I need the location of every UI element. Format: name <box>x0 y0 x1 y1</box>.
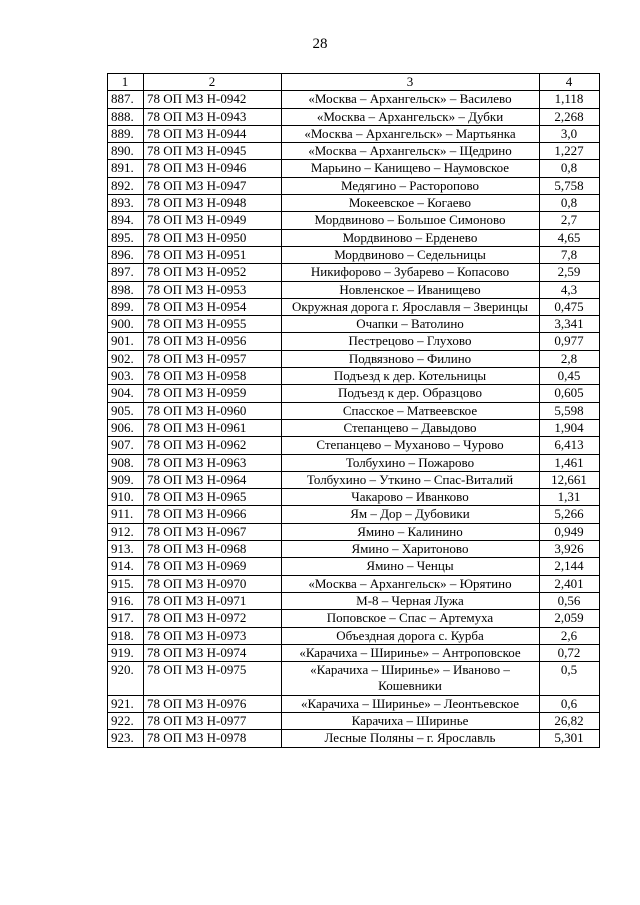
table-row <box>108 558 600 575</box>
row-number-cell: 911. <box>108 506 144 523</box>
row-number-cell: 918. <box>108 627 144 644</box>
length-cell: 0,56 <box>540 592 600 609</box>
table-row <box>108 730 600 747</box>
length-cell: 3,0 <box>540 125 600 142</box>
table-row <box>108 712 600 729</box>
table-row <box>108 662 600 696</box>
row-number-cell: 916. <box>108 592 144 609</box>
road-name-cell: Степанцево – Муханово – Чурово <box>282 437 540 454</box>
row-number-cell: 895. <box>108 229 144 246</box>
road-id-cell: 78 ОП МЗ Н-0951 <box>144 246 282 263</box>
row-number-cell: 922. <box>108 712 144 729</box>
row-number-cell: 904. <box>108 385 144 402</box>
road-id-cell: 78 ОП МЗ Н-0978 <box>144 730 282 747</box>
road-id-cell: 78 ОП МЗ Н-0975 <box>144 662 282 696</box>
row-number-cell: 897. <box>108 264 144 281</box>
column-header: 4 <box>540 74 600 91</box>
table-row <box>108 695 600 712</box>
road-name-cell: «Карачиха – Ширинье» – Иваново – Кошевники <box>282 662 540 696</box>
table-row <box>108 419 600 436</box>
table-row <box>108 246 600 263</box>
row-number-cell: 915. <box>108 575 144 592</box>
row-number-cell: 887. <box>108 91 144 108</box>
road-name-cell: Ямино – Калинино <box>282 523 540 540</box>
road-name-cell: «Карачиха – Ширинье» – Антроповское <box>282 644 540 661</box>
road-id-cell: 78 ОП МЗ Н-0971 <box>144 592 282 609</box>
length-cell: 3,926 <box>540 541 600 558</box>
length-cell: 0,45 <box>540 368 600 385</box>
road-name-cell: «Москва – Архангельск» – Юрятино <box>282 575 540 592</box>
row-number-cell: 890. <box>108 143 144 160</box>
road-id-cell: 78 ОП МЗ Н-0972 <box>144 610 282 627</box>
row-number-cell: 913. <box>108 541 144 558</box>
table-row <box>108 575 600 592</box>
table-row <box>108 350 600 367</box>
road-name-cell: Подвязново – Филино <box>282 350 540 367</box>
length-cell: 0,72 <box>540 644 600 661</box>
table-row <box>108 385 600 402</box>
length-cell: 1,461 <box>540 454 600 471</box>
road-id-cell: 78 ОП МЗ Н-0949 <box>144 212 282 229</box>
road-name-cell: «Москва – Архангельск» – Дубки <box>282 108 540 125</box>
row-number-cell: 917. <box>108 610 144 627</box>
table-row <box>108 143 600 160</box>
length-cell: 12,661 <box>540 471 600 488</box>
road-id-cell: 78 ОП МЗ Н-0976 <box>144 695 282 712</box>
road-id-cell: 78 ОП МЗ Н-0952 <box>144 264 282 281</box>
road-name-cell: М-8 – Черная Лужа <box>282 592 540 609</box>
road-id-cell: 78 ОП МЗ Н-0957 <box>144 350 282 367</box>
length-cell: 0,8 <box>540 195 600 212</box>
road-name-cell: Толбухино – Уткино – Спас-Виталий <box>282 471 540 488</box>
road-name-cell: Чакарово – Иванково <box>282 489 540 506</box>
row-number-cell: 893. <box>108 195 144 212</box>
road-name-cell: Мордвиново – Ерденево <box>282 229 540 246</box>
row-number-cell: 908. <box>108 454 144 471</box>
row-number-cell: 891. <box>108 160 144 177</box>
length-cell: 2,059 <box>540 610 600 627</box>
column-header: 3 <box>282 74 540 91</box>
road-name-cell: Никифорово – Зубарево – Копасово <box>282 264 540 281</box>
road-id-cell: 78 ОП МЗ Н-0960 <box>144 402 282 419</box>
length-cell: 1,118 <box>540 91 600 108</box>
length-cell: 5,598 <box>540 402 600 419</box>
road-name-cell: «Москва – Архангельск» – Василево <box>282 91 540 108</box>
table-row <box>108 316 600 333</box>
roads-table <box>107 73 600 748</box>
road-id-cell: 78 ОП МЗ Н-0955 <box>144 316 282 333</box>
length-cell: 0,977 <box>540 333 600 350</box>
table-row <box>108 506 600 523</box>
road-id-cell: 78 ОП МЗ Н-0967 <box>144 523 282 540</box>
road-id-cell: 78 ОП МЗ Н-0970 <box>144 575 282 592</box>
table-row <box>108 592 600 609</box>
column-header: 2 <box>144 74 282 91</box>
road-name-cell: Окружная дорога г. Ярославля – Зверинцы <box>282 298 540 315</box>
road-id-cell: 78 ОП МЗ Н-0968 <box>144 541 282 558</box>
length-cell: 0,605 <box>540 385 600 402</box>
road-name-cell: Очапки – Ватолино <box>282 316 540 333</box>
length-cell: 5,758 <box>540 177 600 194</box>
road-name-cell: «Москва – Архангельск» – Щедрино <box>282 143 540 160</box>
road-name-cell: Объездная дорога с. Курба <box>282 627 540 644</box>
row-number-cell: 898. <box>108 281 144 298</box>
table-row <box>108 333 600 350</box>
row-number-cell: 892. <box>108 177 144 194</box>
length-cell: 2,8 <box>540 350 600 367</box>
road-id-cell: 78 ОП МЗ Н-0963 <box>144 454 282 471</box>
length-cell: 5,301 <box>540 730 600 747</box>
row-number-cell: 906. <box>108 419 144 436</box>
row-number-cell: 919. <box>108 644 144 661</box>
road-name-cell: Марьино – Канищево – Наумовское <box>282 160 540 177</box>
length-cell: 4,3 <box>540 281 600 298</box>
table-row <box>108 454 600 471</box>
length-cell: 0,949 <box>540 523 600 540</box>
road-id-cell: 78 ОП МЗ Н-0946 <box>144 160 282 177</box>
table-row <box>108 644 600 661</box>
road-id-cell: 78 ОП МЗ Н-0974 <box>144 644 282 661</box>
column-header: 1 <box>108 74 144 91</box>
road-id-cell: 78 ОП МЗ Н-0961 <box>144 419 282 436</box>
table-row <box>108 125 600 142</box>
row-number-cell: 888. <box>108 108 144 125</box>
road-name-cell: «Москва – Архангельск» – Мартьянка <box>282 125 540 142</box>
table-row <box>108 264 600 281</box>
row-number-cell: 905. <box>108 402 144 419</box>
road-name-cell: Подъезд к дер. Котельницы <box>282 368 540 385</box>
length-cell: 6,413 <box>540 437 600 454</box>
table-row <box>108 177 600 194</box>
length-cell: 1,227 <box>540 143 600 160</box>
table-row <box>108 195 600 212</box>
road-id-cell: 78 ОП МЗ Н-0962 <box>144 437 282 454</box>
row-number-cell: 909. <box>108 471 144 488</box>
length-cell: 0,8 <box>540 160 600 177</box>
table-row <box>108 610 600 627</box>
table-row <box>108 229 600 246</box>
road-name-cell: Мордвиново – Седельницы <box>282 246 540 263</box>
row-number-cell: 901. <box>108 333 144 350</box>
length-cell: 3,341 <box>540 316 600 333</box>
road-name-cell: Мокеевское – Когаево <box>282 195 540 212</box>
road-id-cell: 78 ОП МЗ Н-0954 <box>144 298 282 315</box>
road-name-cell: «Карачиха – Ширинье» – Леонтьевское <box>282 695 540 712</box>
table-row <box>108 437 600 454</box>
length-cell: 1,904 <box>540 419 600 436</box>
table-row <box>108 298 600 315</box>
road-id-cell: 78 ОП МЗ Н-0942 <box>144 91 282 108</box>
length-cell: 4,65 <box>540 229 600 246</box>
table-row <box>108 368 600 385</box>
length-cell: 2,6 <box>540 627 600 644</box>
length-cell: 0,5 <box>540 662 600 696</box>
table-row <box>108 402 600 419</box>
length-cell: 1,31 <box>540 489 600 506</box>
length-cell: 2,7 <box>540 212 600 229</box>
table-row <box>108 627 600 644</box>
page-number: 28 <box>312 36 328 52</box>
road-name-cell: Толбухино – Пожарово <box>282 454 540 471</box>
road-id-cell: 78 ОП МЗ Н-0969 <box>144 558 282 575</box>
row-number-cell: 903. <box>108 368 144 385</box>
road-id-cell: 78 ОП МЗ Н-0956 <box>144 333 282 350</box>
length-cell: 2,59 <box>540 264 600 281</box>
table-header-row <box>108 74 600 91</box>
road-id-cell: 78 ОП МЗ Н-0964 <box>144 471 282 488</box>
row-number-cell: 900. <box>108 316 144 333</box>
road-name-cell: Новленское – Иванищево <box>282 281 540 298</box>
row-number-cell: 907. <box>108 437 144 454</box>
road-name-cell: Степанцево – Давыдово <box>282 419 540 436</box>
table-row <box>108 489 600 506</box>
road-name-cell: Медягино – Расторопово <box>282 177 540 194</box>
road-id-cell: 78 ОП МЗ Н-0958 <box>144 368 282 385</box>
row-number-cell: 923. <box>108 730 144 747</box>
table-row <box>108 523 600 540</box>
road-id-cell: 78 ОП МЗ Н-0950 <box>144 229 282 246</box>
road-id-cell: 78 ОП МЗ Н-0966 <box>144 506 282 523</box>
road-name-cell: Ямино – Харитоново <box>282 541 540 558</box>
length-cell: 5,266 <box>540 506 600 523</box>
road-id-cell: 78 ОП МЗ Н-0953 <box>144 281 282 298</box>
road-name-cell: Спасское – Матвеевское <box>282 402 540 419</box>
row-number-cell: 921. <box>108 695 144 712</box>
table-row <box>108 471 600 488</box>
road-id-cell: 78 ОП МЗ Н-0973 <box>144 627 282 644</box>
length-cell: 2,401 <box>540 575 600 592</box>
table-row <box>108 541 600 558</box>
row-number-cell: 910. <box>108 489 144 506</box>
length-cell: 7,8 <box>540 246 600 263</box>
table-row <box>108 281 600 298</box>
road-id-cell: 78 ОП МЗ Н-0965 <box>144 489 282 506</box>
road-id-cell: 78 ОП МЗ Н-0977 <box>144 712 282 729</box>
row-number-cell: 914. <box>108 558 144 575</box>
road-name-cell: Поповское – Спас – Артемуха <box>282 610 540 627</box>
length-cell: 2,144 <box>540 558 600 575</box>
row-number-cell: 902. <box>108 350 144 367</box>
road-name-cell: Пестрецово – Глухово <box>282 333 540 350</box>
row-number-cell: 889. <box>108 125 144 142</box>
road-id-cell: 78 ОП МЗ Н-0944 <box>144 125 282 142</box>
row-number-cell: 912. <box>108 523 144 540</box>
length-cell: 2,268 <box>540 108 600 125</box>
road-id-cell: 78 ОП МЗ Н-0947 <box>144 177 282 194</box>
row-number-cell: 920. <box>108 662 144 696</box>
road-id-cell: 78 ОП МЗ Н-0959 <box>144 385 282 402</box>
table-row <box>108 108 600 125</box>
road-name-cell: Лесные Поляны – г. Ярославль <box>282 730 540 747</box>
table-row <box>108 91 600 108</box>
length-cell: 0,475 <box>540 298 600 315</box>
road-id-cell: 78 ОП МЗ Н-0945 <box>144 143 282 160</box>
table-row <box>108 160 600 177</box>
road-name-cell: Карачиха – Ширинье <box>282 712 540 729</box>
road-name-cell: Мордвиново – Большое Симоново <box>282 212 540 229</box>
row-number-cell: 894. <box>108 212 144 229</box>
road-name-cell: Подъезд к дер. Образцово <box>282 385 540 402</box>
road-name-cell: Ям – Дор – Дубовики <box>282 506 540 523</box>
road-name-cell: Ямино – Ченцы <box>282 558 540 575</box>
road-id-cell: 78 ОП МЗ Н-0948 <box>144 195 282 212</box>
length-cell: 0,6 <box>540 695 600 712</box>
length-cell: 26,82 <box>540 712 600 729</box>
road-id-cell: 78 ОП МЗ Н-0943 <box>144 108 282 125</box>
row-number-cell: 899. <box>108 298 144 315</box>
row-number-cell: 896. <box>108 246 144 263</box>
table-row <box>108 212 600 229</box>
